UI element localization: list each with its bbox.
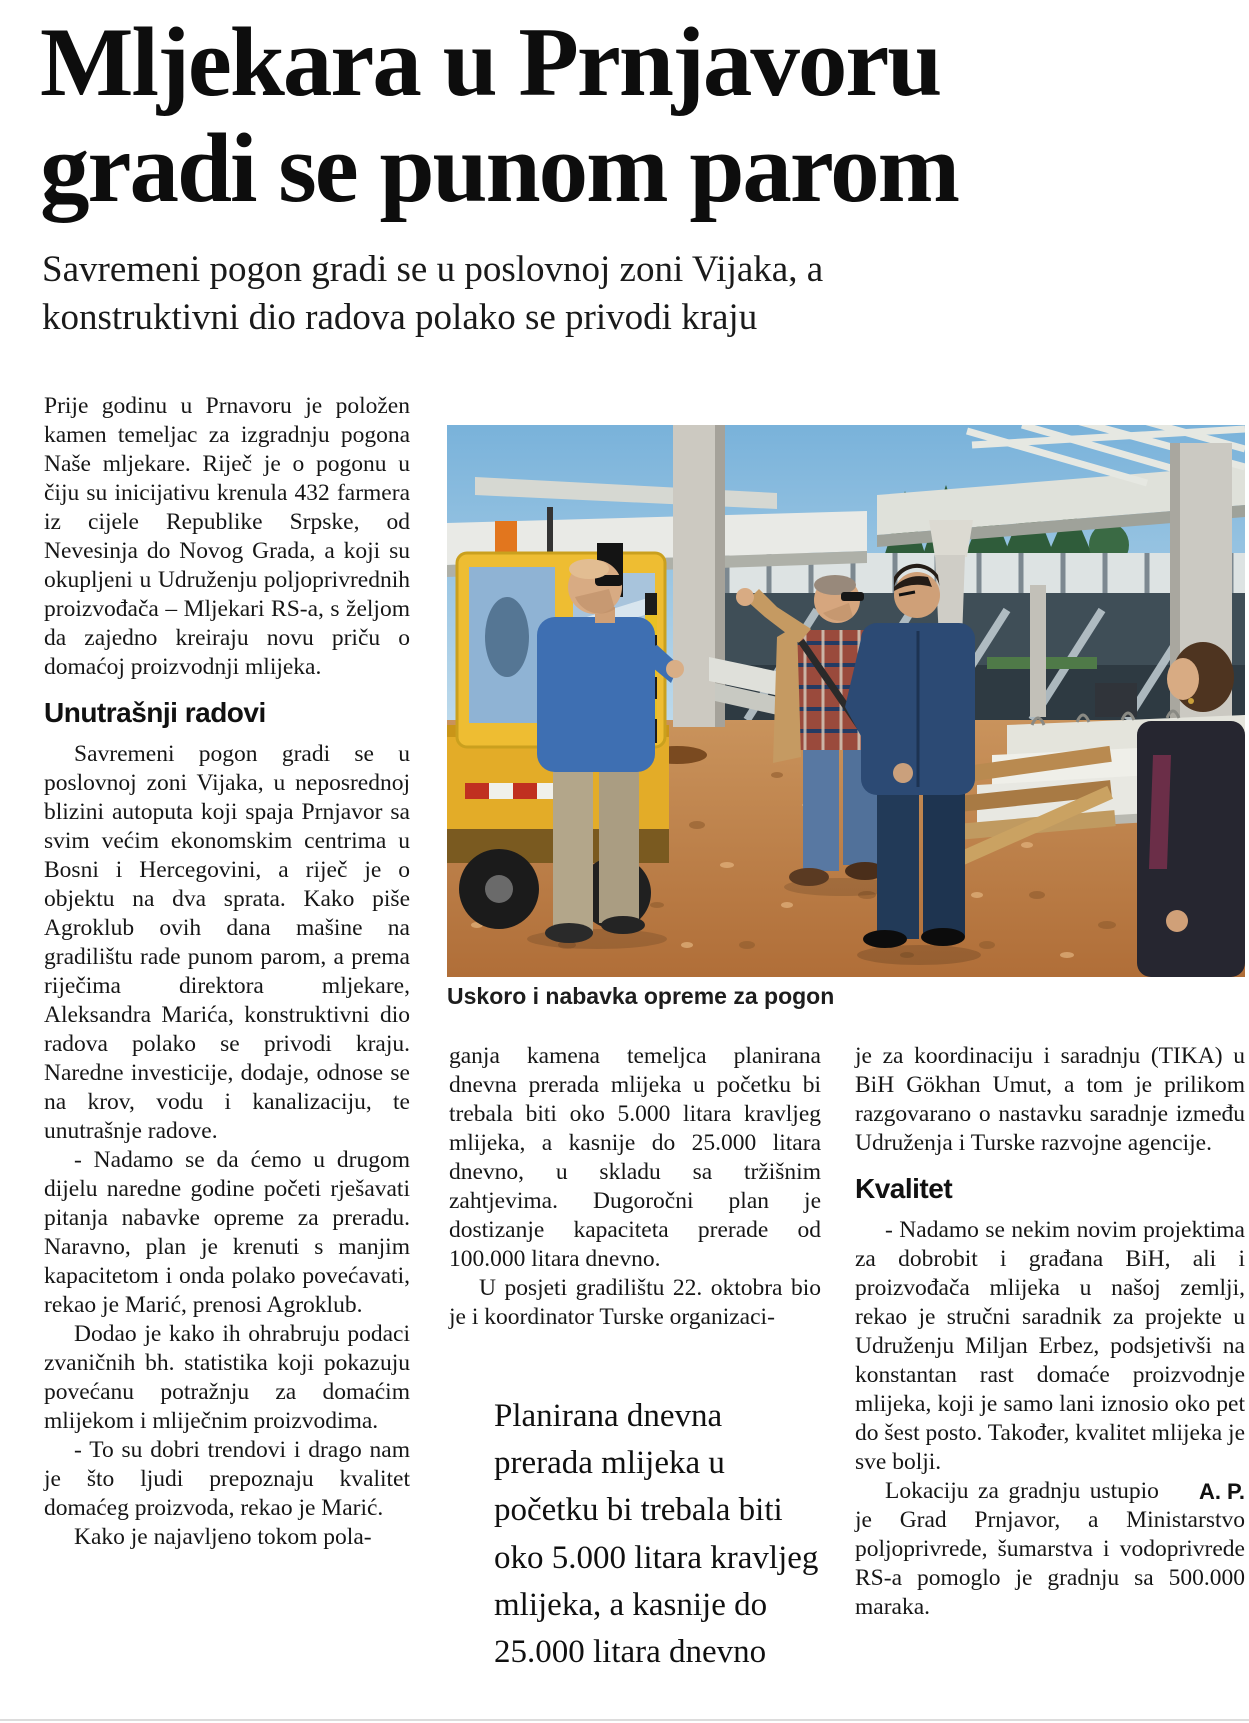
- photo-caption: Uskoro i nabavka opreme za pogon: [447, 983, 835, 1009]
- author-byline: A. P.: [1198, 1478, 1245, 1504]
- paragraph: Savremeni pogon gradi se u poslovnoj zoni Vijaka, u neposrednoj blizini autoputa koji spaja Prnjavor sa svim većim ekonomskim centrima u Bosni i Hercegovini, a riječ je o objektu na dva sprata. Kako piše Agroklub ovih dana mašine na gradilištu rade punom parom, a prema riječima direktora mljekare, Aleksandra Marića, konstruktivni dio radova polako se privodi kraju. Naredne investicije, dodaje, odnose se na krov, vodu i kanalizaciju, te unutrašnje radove.: [44, 740, 410, 1144]
- construction-site-photo: [447, 425, 1245, 977]
- right-column: [855, 1042, 1245, 1622]
- article-subheadline: [42, 246, 1172, 342]
- paragraph: ganja kamena temeljca planirana dnevna prerada mlijeka u početku bi trebala biti oko 5.000 litara kravljeg mlijeka, a kasnije do 25.000 litara dnevno, u skladu sa tržišnim zahtjevima. Dugoročni plan je dostizanje kapaciteta prerade od 100.000 litara dnevno.: [449, 1043, 821, 1272]
- headline-line-2: gradi se punom parom: [40, 113, 959, 223]
- article-photo: [447, 425, 1245, 977]
- article-headline: [40, 10, 1230, 222]
- pull-quote: Planirana dnevna prerada mlijeka u početku bi trebala biti oko 5.000 litara kravljeg mlijeka, a kasnije do 25.000 litara dnevno: [494, 1398, 819, 1670]
- headline-line-1: Mljekara u Prnjavoru: [40, 8, 941, 117]
- subheadline-line-2: konstruktivni dio radova polako se privodi kraju: [42, 297, 758, 339]
- left-column: [44, 392, 410, 1552]
- paragraph-text: Lokaciju za gradnju ustupio je Grad Prnjavor, a Ministarstvo poljoprivrede, šumarstva i vodoprivrede RS-a pomoglo je gradnju sa 500.000 maraka.: [855, 1477, 1245, 1620]
- section-heading-unutrasnji-radovi: Unutrašnji radovi: [44, 697, 266, 728]
- paragraph: - To su dobri trendovi i drago nam je što ljudi prepoznaju kvalitet domaćeg proizvoda, rekao je Marić.: [44, 1436, 410, 1521]
- subheadline-line-1: Savremeni pogon gradi se u poslovnoj zoni Vijaka, a: [42, 249, 824, 290]
- bottom-divider: [0, 1719, 1249, 1721]
- paragraph: - Nadamo se nekim novim projektima za dobrobit i građana BiH, ali i proizvođača mlijeka u našoj zemlji, rekao je stručni saradnik za projekte u Udruženju Miljan Erbez, podsjetivši na konstantan rast domaće proizvodnje mlijeka, koji je samo lani iznosio oko pet do šest posto. Također, kvalitet mlijeka je sve bolji.: [855, 1216, 1245, 1475]
- paragraph: Prije godinu u Prnavoru je položen kamen temeljac za izgradnju pogona Naše mljekare. Riječ je o pogonu u čiju su inicijativu krenula 432 farmera iz cijele Republike Srpske, od Nevesinja do Novog Grada, a koji su okupljeni u Udruženju poljoprivrednih proizvođača – Mljekari RS-a, s željom da zajedno kreiraju novu priču o domaćoj proizvodnji mlijeka.: [44, 393, 410, 680]
- paragraph: je za koordinaciju i saradnju (TIKA) u BiH Gökhan Umut, a tom je prilikom razgovarano o nastavku saradnje između Udruženja i Turske razvojne agencije.: [855, 1043, 1245, 1156]
- paragraph: Dodao je kako ih ohrabruju podaci zvaničnih bh. statistika koji pokazuju povećanu potražnju za domaćim mlijekom i mliječnim proizvodima.: [44, 1320, 410, 1434]
- paragraph: - Nadamo se da ćemo u drugom dijelu naredne godine početi rješavati pitanja nabavke opreme za preradu. Naravno, plan je krenuti s manjim kapacitetom i onda polako povećavati, rekao je Marić, prenosi Agroklub.: [44, 1146, 410, 1318]
- last-paragraph: [855, 1477, 1245, 1622]
- section-heading-kvalitet: Kvalitet: [855, 1173, 953, 1204]
- paragraph: U posjeti gradilištu 22. oktobra bio je i koordinator Turske organizaci-: [449, 1275, 821, 1330]
- distant-machine: [1095, 683, 1137, 717]
- middle-column: [449, 1042, 821, 1332]
- paragraph: Kako je najavljeno tokom pola-: [74, 1523, 372, 1550]
